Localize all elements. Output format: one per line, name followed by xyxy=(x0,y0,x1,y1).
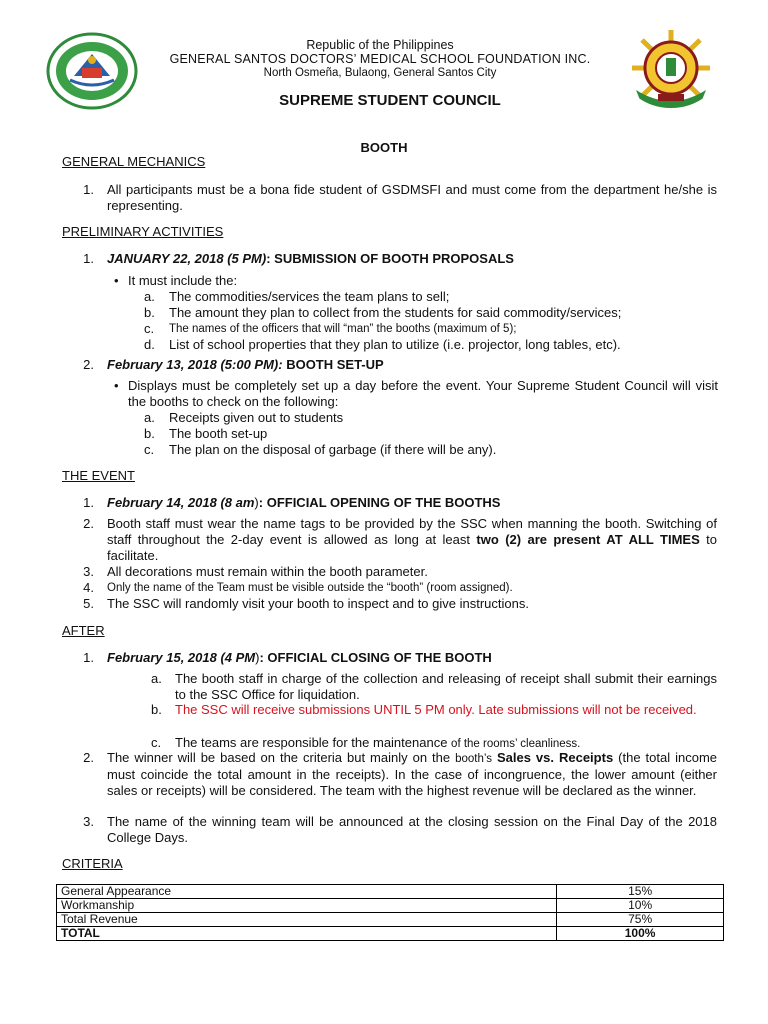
date-label: JANUARY 22, 2018 (5 PM) xyxy=(107,251,267,266)
list-item: Receipts given out to students xyxy=(169,410,344,425)
list-item xyxy=(107,357,717,373)
list-item xyxy=(107,516,717,564)
list-item: All decorations must remain within the booth parameter. xyxy=(107,564,428,579)
criteria-value: 75% xyxy=(557,913,724,927)
list-number: 1. xyxy=(83,650,94,665)
header-republic: Republic of the Philippines xyxy=(306,38,454,52)
list-number: 3. xyxy=(83,814,94,829)
criteria-table xyxy=(56,884,724,941)
list-item: The commodities/services the team plans to sell; xyxy=(169,289,450,304)
section-preliminary-activities: PRELIMINARY ACTIVITIES xyxy=(62,224,224,239)
list-item: The names of the officers that will “man” the booths (maximum of 5); xyxy=(169,323,517,335)
item-text-thin: booth’s xyxy=(455,753,492,765)
header-school-name: GENERAL SANTOS DOCTORS’ MEDICAL SCHOOL FOUNDATION INC. xyxy=(169,52,591,66)
list-letter: a. xyxy=(144,289,155,304)
list-letter: b. xyxy=(144,305,155,320)
list-item: The booth set-up xyxy=(169,426,268,441)
table-row xyxy=(57,913,724,927)
table-total-row xyxy=(57,927,724,941)
date-label: February 14, 2018 (8 am xyxy=(107,495,255,510)
date-label: February 13, 2018 (5:00 PM): xyxy=(107,357,283,372)
item-text-end: to facilitate. xyxy=(107,532,717,563)
list-letter: a. xyxy=(151,671,162,686)
list-item: The name of the winning team will be announced at the closing session on the Final Day of the 2018 College Days. xyxy=(107,814,717,845)
list-number: 2. xyxy=(83,357,94,372)
date-label: February 15, 2018 (4 PM xyxy=(107,650,256,665)
list-item: All participants must be a bona fide student of GSDMSFI and must come from the department he/she is representing. xyxy=(107,182,717,213)
section-criteria: CRITERIA xyxy=(62,856,123,871)
item-text: Booth staff must wear the name tags to be provided by the SSC when manning the booth. Switching of staff throughout the 2-day event is allowed as long at least xyxy=(107,516,717,547)
list-number: 2. xyxy=(83,750,94,765)
item-text-end: of the rooms’ cleanliness. xyxy=(451,738,581,750)
list-item: The booth staff in charge of the collection and releasing of receipt shall submit their earnings to the SSC Office for liquidation. xyxy=(175,671,717,702)
table-row xyxy=(57,885,724,899)
list-letter: c. xyxy=(144,442,155,457)
bullet-text: Displays must be completely set up a day before the event. Your Supreme Student Council will visit the booths to check on the following: xyxy=(128,378,718,409)
list-number: 1. xyxy=(83,182,94,197)
section-after: AFTER xyxy=(62,623,105,638)
list-item: The amount they plan to collect from the students for said commodity/services; xyxy=(169,305,622,320)
paren: ) xyxy=(255,650,260,665)
item-text: The teams are responsible for the maintenance xyxy=(175,735,452,750)
list-letter: d. xyxy=(144,337,155,352)
list-item: The plan on the disposal of garbage (if there will be any). xyxy=(169,442,497,457)
document-title: BOOTH xyxy=(360,140,408,155)
paren: ) xyxy=(254,495,259,510)
header-address: North Osmeña, Bulaong, General Santos City xyxy=(263,67,497,79)
activity-label: : SUBMISSION OF BOOTH PROPOSALS xyxy=(266,251,514,266)
criteria-name: Workmanship xyxy=(57,899,557,913)
list-item xyxy=(107,251,717,267)
list-number: 1. xyxy=(83,495,94,510)
list-number: 4. xyxy=(83,580,94,595)
list-number: 3. xyxy=(83,564,94,579)
header-council: SUPREME STUDENT COUNCIL xyxy=(279,92,501,109)
item-emphasis: Sales vs. Receipts xyxy=(492,750,614,765)
activity-label: BOOTH SET-UP xyxy=(282,357,384,372)
table-row xyxy=(57,899,724,913)
activity-label: : OFFICIAL CLOSING OF THE BOOTH xyxy=(259,650,492,665)
list-number: 5. xyxy=(83,596,94,611)
activity-label: : OFFICIAL OPENING OF THE BOOTHS xyxy=(258,495,501,510)
list-number: 1. xyxy=(83,251,94,266)
list-item xyxy=(107,650,717,666)
criteria-name: General Appearance xyxy=(57,885,557,899)
list-item: Only the name of the Team must be visible outside the “booth” (room assigned). xyxy=(107,582,513,594)
list-item xyxy=(107,495,717,511)
list-item: List of school properties that they plan to utilize (i.e. projector, long tables, etc). xyxy=(169,337,621,352)
total-value: 100% xyxy=(557,927,724,941)
bullet-icon: • xyxy=(114,378,119,393)
list-item-warning: The SSC will receive submissions UNTIL 5 PM only. Late submissions will not be received. xyxy=(175,702,697,717)
list-letter: b. xyxy=(144,426,155,441)
criteria-value: 10% xyxy=(557,899,724,913)
criteria-value: 15% xyxy=(557,885,724,899)
criteria-name: Total Revenue xyxy=(57,913,557,927)
list-item xyxy=(107,750,717,799)
section-the-event: THE EVENT xyxy=(62,468,135,483)
list-number: 2. xyxy=(83,516,94,531)
section-general-mechanics: GENERAL MECHANICS xyxy=(62,154,206,169)
list-letter: b. xyxy=(151,702,162,717)
item-emphasis: two (2) are present AT ALL TIMES xyxy=(476,532,700,547)
bullet-text: It must include the: xyxy=(128,273,238,288)
school-seal-logo xyxy=(46,32,138,110)
item-text-end: (the total income must coincide the total amount in the receipts). In the case of incongruence, the lower amount (either sales or receipts) will be considered. The team with the highest revenue will be declared as the winner. xyxy=(107,750,718,798)
item-text: The winner will be based on the criteria but mainly on the xyxy=(107,750,456,765)
list-item: The SSC will randomly visit your booth to inspect and to give instructions. xyxy=(107,596,529,611)
list-letter: c. xyxy=(144,321,155,336)
total-label: TOTAL xyxy=(57,927,557,941)
list-letter: c. xyxy=(151,735,162,750)
list-letter: a. xyxy=(144,410,155,425)
bullet-icon: • xyxy=(114,273,119,288)
